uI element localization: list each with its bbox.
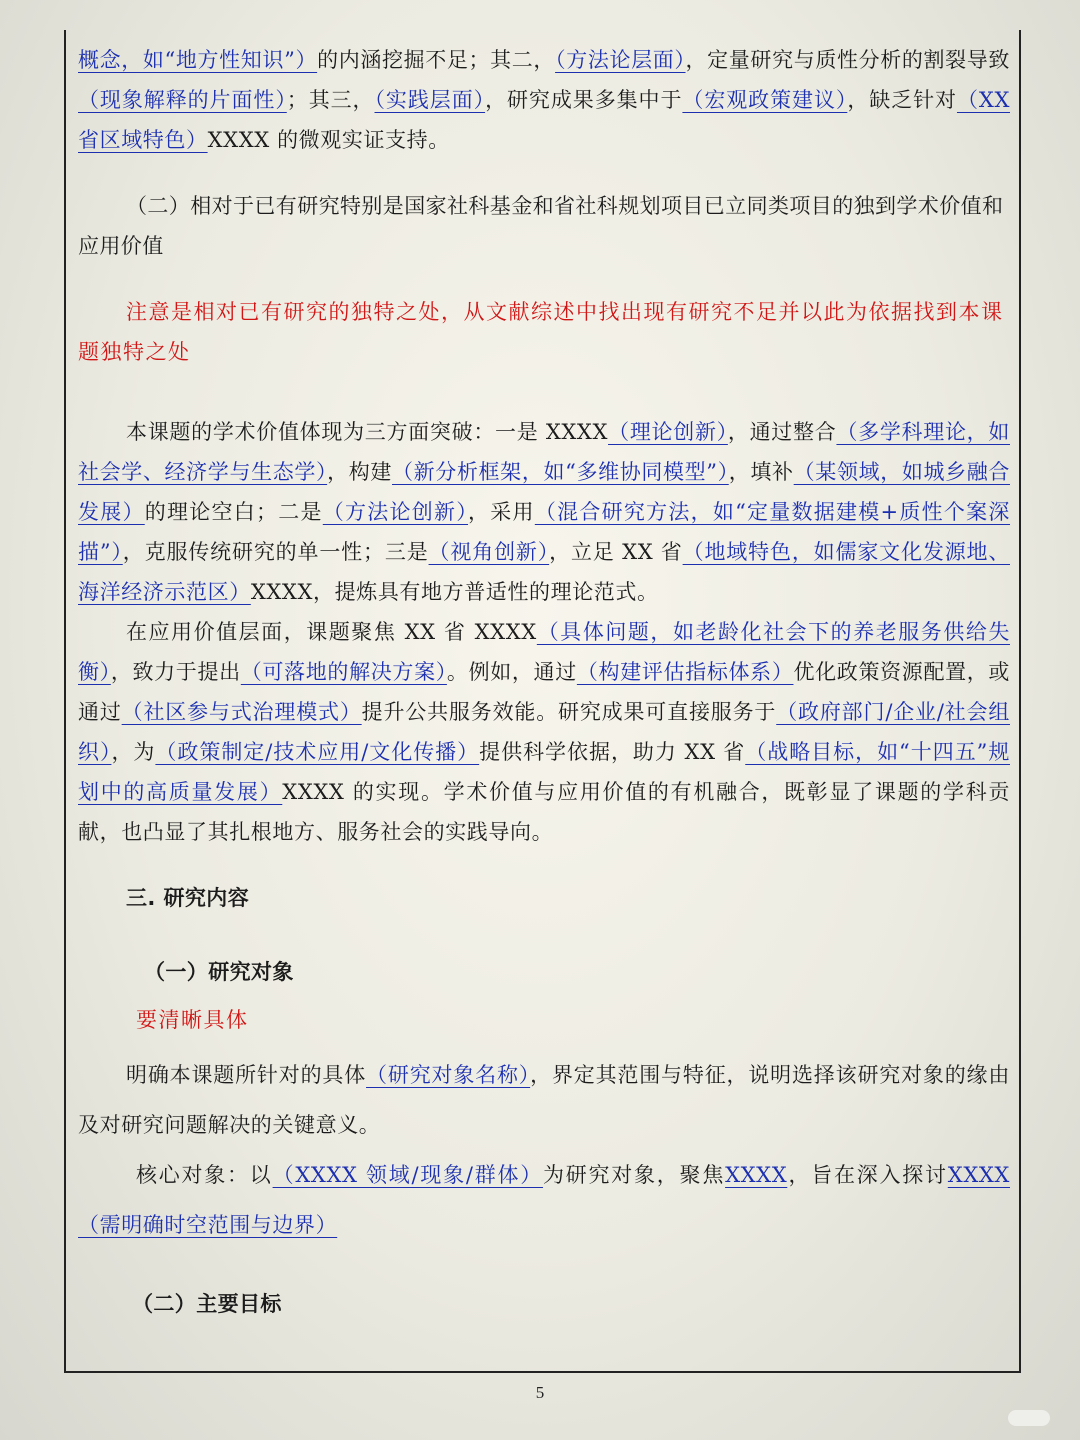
subsection-heading-research-object: （一）研究对象 (144, 960, 294, 984)
page-number: 5 (535, 1383, 545, 1402)
placeholder-text: （研究对象名称） (366, 1063, 531, 1087)
placeholder-text: （宏观政策建议） (682, 88, 848, 112)
red-note-clear-specific: 要清晰具体 (136, 1008, 249, 1032)
placeholder-text: （政府部门/企业/社会组织） (78, 700, 1010, 764)
watermark-badge (1008, 1410, 1050, 1426)
placeholder-text: （理论创新） (608, 420, 728, 444)
paragraph-academic-value: 本课题的学术价值体现为三方面突破：一是 XXXX（理论创新），通过整合（多学科理论，如社会学、经济学与生态学），构建（新分析框架，如“多维协同模型”），填补（某领域，如城乡融合发展）的理论空白；二是（方法论创新），采用（混合研究方法，如“定量数据建模+质性个案深描”），克服传统研究的单一性；三是（视角创新），立足 XX 省（地域特色，如儒家文化发源地、海洋经济示范区）XXXX，提炼具有地方普适性的理论范式。 (78, 420, 1011, 604)
document-body (78, 40, 1010, 1324)
section-heading-research-content: 三. 研究内容 (126, 886, 250, 910)
placeholder-text: （方法论层面） (555, 48, 686, 72)
subsection-heading-main-goals: （二）主要目标 (132, 1292, 282, 1316)
placeholder-text: （具体问题，如老龄化社会下的养老服务供给失衡） (78, 620, 1010, 684)
placeholder-text: XXXX (725, 1163, 788, 1187)
paragraph-application-value: 在应用价值层面，课题聚焦 XX 省 XXXX（具体问题，如老龄化社会下的养老服务供给失衡），致力于提出（可落地的解决方案）。例如，通过（构建评估指标体系）优化政策资源配置，或通过（社区参与式治理模式）提升公共服务效能。研究成果可直接服务于（政府部门/企业/社会组织），为（政策制定/技术应用/文化传播）提供科学依据，助力 XX 省（战略目标，如“十四五”规划中的高质量发展）XXXX 的实现。学术价值与应用价值的有机融合，既彰显了课题的学科贡献，也凸显了其扎根地方、服务社会的实践导向。 (78, 620, 1011, 844)
placeholder-text: （需明确时空范围与边界） (78, 1213, 338, 1237)
placeholder-text: （XXXX 领域/现象/群体） (272, 1163, 543, 1187)
paragraph-research-gaps: 概念，如“地方性知识”）的内涵挖掘不足；其二，（方法论层面），定量研究与质性分析的割裂导致（现象解释的片面性）；其三，（实践层面），研究成果多集中于（宏观政策建议），缺乏针对（XX 省区域特色）XXXX 的微观实证支持。 (78, 48, 1011, 152)
placeholder-text: （地域特色，如儒家文化发源地、海洋经济示范区） (78, 540, 1010, 604)
placeholder-text: （视角创新） (428, 540, 550, 564)
placeholder-text: 概念，如“地方性知识”） (78, 48, 318, 72)
paragraph-research-object: 明确本课题所针对的具体（研究对象名称），界定其范围与特征，说明选择该研究对象的缘由及对研究问题解决的关键意义。 (78, 1063, 1010, 1137)
placeholder-text: XXXX (947, 1163, 1010, 1187)
placeholder-text: （多学科理论，如社会学、经济学与生态学） (78, 420, 1010, 484)
red-note-unique-value: 注意是相对已有研究的独特之处，从文献综述中找出现有研究不足并以此为依据找到本课题独特之处 (78, 300, 1004, 364)
placeholder-text: （战略目标，如“十四五”规划中的高质量发展） (78, 740, 1010, 804)
placeholder-text: （可落地的解决方案） (240, 660, 447, 684)
placeholder-text: （XX 省区域特色） (78, 88, 1010, 152)
section-heading-unique-value: （二）相对于已有研究特别是国家社科基金和省社科规划项目已立同类项目的独到学术价值和应用价值 (78, 194, 1004, 258)
placeholder-text: （现象解释的片面性） (78, 88, 287, 112)
placeholder-text: （混合研究方法，如“定量数据建模+质性个案深描”） (78, 500, 1011, 564)
placeholder-text: （新分析框架，如“多维协同模型”） (392, 460, 729, 484)
placeholder-text: （某领域，如城乡融合发展） (78, 460, 1010, 524)
placeholder-text: （方法论创新） (322, 500, 469, 524)
placeholder-text: （实践层面） (374, 88, 486, 112)
placeholder-text: （政策制定/技术应用/文化传播） (155, 740, 480, 764)
placeholder-text: （构建评估指标体系） (576, 660, 794, 684)
placeholder-text: （社区参与式治理模式） (121, 700, 362, 724)
paragraph-core-object: 核心对象：以（XXXX 领域/现象/群体）为研究对象，聚焦XXXX，旨在深入探讨XXXX（需明确时空范围与边界） (78, 1163, 1010, 1237)
